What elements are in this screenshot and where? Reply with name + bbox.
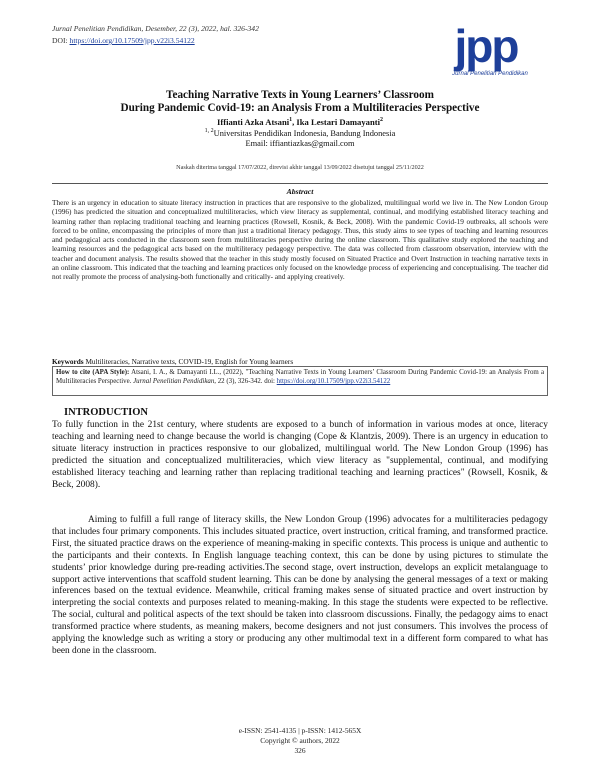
intro-paragraph-2-text: Aiming to fulfill a full range of literacy skills, the New London Group (1996) advocates for a multiliteracies pedagogy that includes four primary components. This includes situated practice, overt instruction, critical framing, and transformed practice. First, the situated practice draws on the experience of meaning-making in specific contexts. This process is unique and authentic to the participants and their contexts. In English language teaching context, this can be done by using pictures to stimulate the students’ prior knowledge during pre-reading activities.The second stage, overt instruction, develops an explicit metalanguage to support active interventions that scaffold student learning. This can be done by analysing the general messages of a text or making inferences based on the textual evidence. Meanwhile, critical framing makes sense of situated practice and overt instruction by interpreting the social contexts and purposes related to meaning-making. In this stage the students were expected to be reflective. The social, cultural and political aspects of the text should be taken into classroom discussions. Finally, the pedagogy aims to enact transformed practice where students, as meaning makers, become designers and not just consumers. This involves the process of applying the knowledge such as writing a story or producing any other multimodal text in a different form compared to what has been done in the classroom.: [52, 515, 548, 656]
cite-journal: Jurnal Penelitian Pendidikan: [133, 378, 215, 385]
cite-label: How to cite (APA Style):: [56, 369, 130, 376]
how-to-cite: [56, 368, 544, 386]
issn-line: e-ISSN: 2541-4135 | p-ISSN: 1412-565X: [238, 726, 362, 735]
page-number: 326: [294, 746, 306, 755]
jpp-logo-icon: [436, 20, 540, 82]
affiliation-text: Universitas Pendidikan Indonesia, Bandung Indonesia: [213, 128, 396, 138]
keywords-label: Keywords: [52, 357, 84, 366]
abstract-heading: Abstract: [286, 187, 314, 196]
author-2-sup: 2: [379, 117, 383, 124]
article-title: [40, 89, 560, 115]
logo-subtitle: Jurnal Penelitian Pendidikan: [452, 71, 528, 77]
journal-citation: Jurnal Penelitian Pendidikan, Desember, 22 (3), 2022, hal. 326-342: [52, 24, 259, 33]
journal-logo: [436, 20, 540, 82]
affiliation-sup: 1, 2: [204, 128, 214, 134]
cite-text-after: , 22 (3), 326-342. doi:: [214, 378, 277, 385]
abstract-top-rule: [52, 183, 548, 184]
keywords-list: Multiliteracies, Narrative texts, COVID-19, English for Young learners: [83, 357, 294, 366]
copyright-line: Copyright © authors, 2022: [260, 736, 340, 745]
logo-wordmark: jpp: [454, 20, 518, 72]
author-1-sup: 1: [289, 117, 293, 124]
doi-link[interactable]: https://doi.org/10.17509/jpp.v22i3.54122: [69, 36, 195, 45]
title-line-1: Teaching Narrative Texts in Young Learners’ Classroom: [166, 89, 434, 101]
affiliation: [40, 128, 560, 138]
doi-label: DOI:: [52, 36, 70, 45]
intro-paragraph-2: [52, 515, 548, 658]
doi-line: [52, 36, 195, 45]
intro-paragraph-1: To fully function in the 21st century, where students are exposed to a bunch of information in various modes at once, literacy teaching and learning need to change because the world is changing (Cope & Klantzis, 2009). There is an urgency in education to situate literacy instruction in practices responsive to our globalized, multilingual world. The New London Group (1996) has predicted the situation and conceptualized multiliteracies, which view literacy as "supplemental, continual, and modifying established literacy teaching and learning rather than replacing traditional teaching and learning practices" (Rowsell, Kosnik, & Beck, 2008).: [52, 420, 548, 490]
submission-dates: Naskah diterima tanggal 17/07/2022, direvisi akhir tanggal 13/09/2022 disetujui tanggal 25/11/2022: [176, 164, 424, 171]
cite-doi-link[interactable]: https://doi.org/10.17509/jpp.v22i3.54122: [276, 378, 391, 385]
authors: [40, 117, 560, 127]
author-email: Email: iffiantiazkas@gmail.com: [245, 139, 355, 148]
cite-text: Atsani, I. A., & Damayanti I.L., (2022), "Teaching Narrative Texts in Young Learners’ Classroom During Pandemic Covid-19: an Analysis From a Multiliteracies Perspective.: [56, 369, 545, 385]
introduction-heading: INTRODUCTION: [64, 407, 149, 418]
author-1: Iffianti Azka Atsani: [217, 117, 290, 127]
keywords-line: [52, 357, 548, 366]
author-2: Ika Lestari Damayanti: [296, 117, 380, 127]
author-separator: ,: [292, 117, 297, 127]
abstract-text: There is an urgency in education to situate literacy instruction in practices that are responsive to the globalized, multilingual world we live in. The New London Group (1996) has predicted the situation and conceptualized multiliteracies, which view literacy as supplemental, continual, and modifying established literacy teaching and learning rather than replacing traditional teaching and learning practices (Rowsell, Kosnik, & Beck, 2008). With the pandemic Covid-19 outbreaks, all schools were forced to be online, encompassing the principles of more than just a traditional literacy pedagogy. Thus, this study aims to see types of teaching and learning resources and pedagogical acts conducted in the classroom seen from multiliteracies perspective during the online classroom. This qualitative study explored the teaching and learning resources and the pedagogical acts based on the multiliteracy pedagogy perspective. The data was collected from classroom observation, interview with the teacher and document analysis. The results showed that the teacher in this study mostly focused on Situated Practice and Overt Instruction in teaching narrative texts in an online classroom. This indicated that the teaching and learning practices only focused on the knowledge process of experiencing and conceptualising. The teacher did not really promote the process of analysing-both functionally and critically- and applying creatively.: [52, 198, 548, 282]
title-line-2: During Pandemic Covid-19: an Analysis From a Multiliteracies Perspective: [120, 102, 480, 114]
